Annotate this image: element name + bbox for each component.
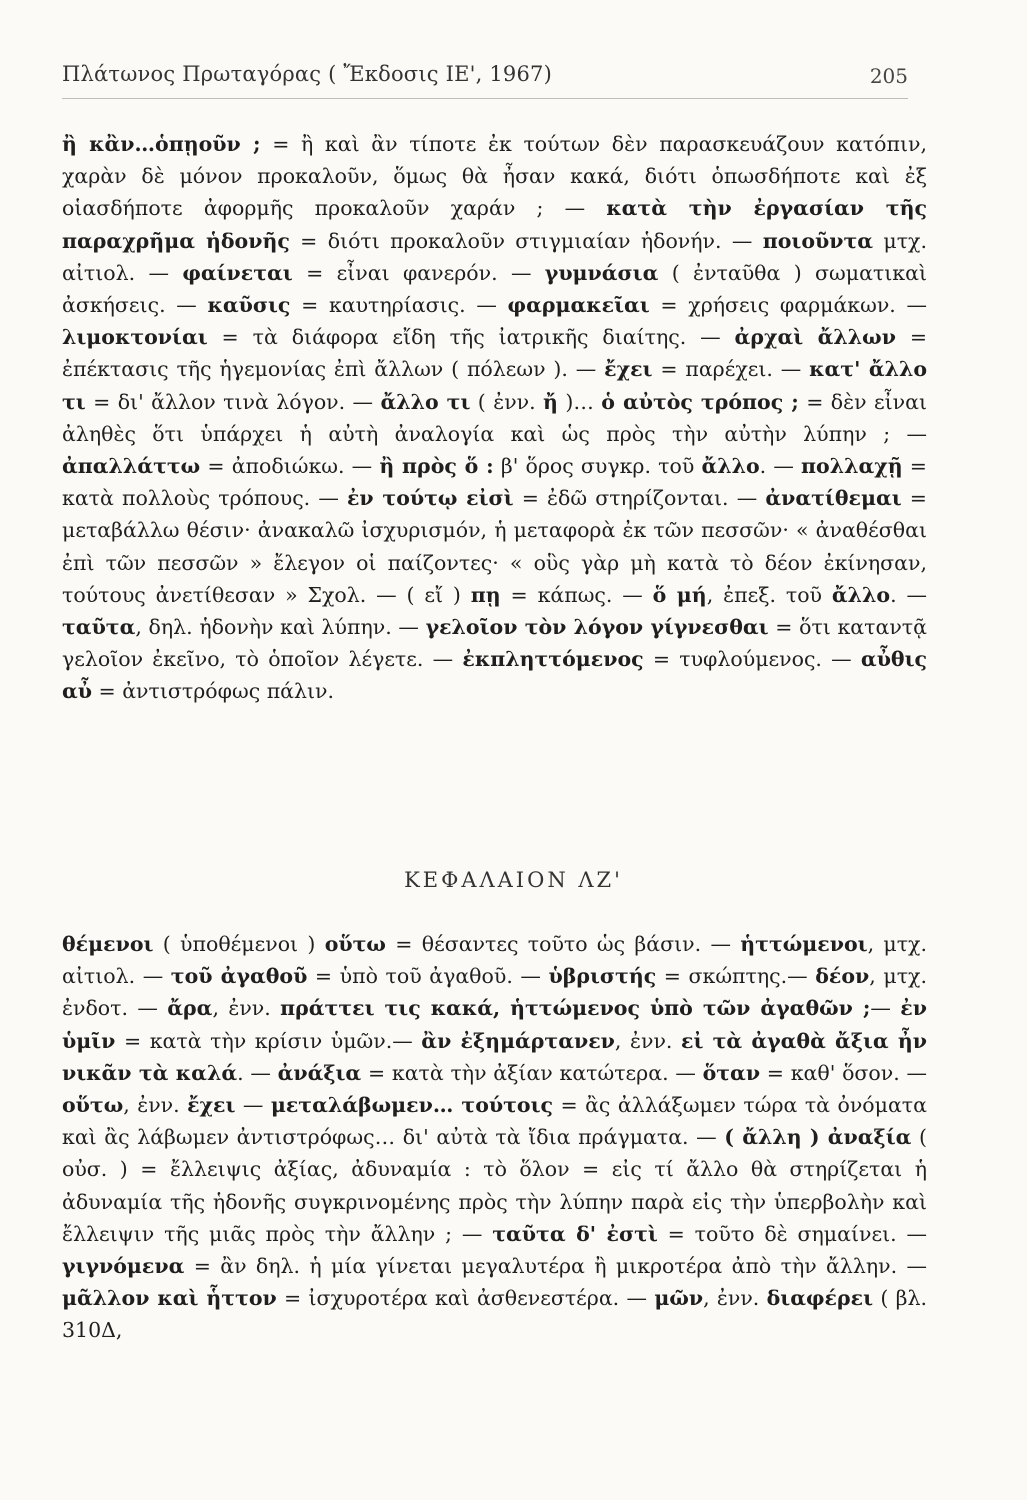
lemma-term: κατὰ τὴν ἐργασίαν τῆς παραχρῆμα ἡδονῆς xyxy=(62,196,927,253)
gloss-text: = τυφλούμενος. — xyxy=(643,647,861,672)
gloss-text: = κατὰ πολλοὺς τρόπους. — xyxy=(62,454,927,511)
lemma-term: οὕτω xyxy=(324,932,386,956)
gloss-text: = παρέχει. — xyxy=(652,357,810,382)
gloss-text: = ἀποδιώκω. — xyxy=(200,454,380,479)
lemma-term: ἢ πρὸς ὅ : xyxy=(379,454,494,479)
gloss-text: = ἂς ἀλλάξωμεν τώρα τὰ ὀνόματα καὶ ἂς λάβωμεν ἀντιστρόφως… δι' αὐτὰ τὰ ἴδια πράγματα. — xyxy=(62,1093,927,1150)
gloss-text: = ἐδῶ στηρίζονται. — xyxy=(513,486,766,511)
gloss-text: = ἀντιστρόφως πάλιν. xyxy=(92,679,335,704)
gloss-text: , ἐνν. xyxy=(123,1093,188,1118)
gloss-text: = διότι προκαλοῦν στιγμιαίαν ἡδονήν. — xyxy=(289,228,763,253)
gloss-text: = εἶναι φανερόν. — xyxy=(292,260,545,285)
lemma-term: ἐκπληττόμενος xyxy=(462,647,644,672)
lemma-term: μεταλάβωμεν… τούτοις xyxy=(270,1093,553,1118)
gloss-text: — xyxy=(870,996,901,1021)
gloss-text: = ἂν δηλ. ἡ μία γίνεται μεγαλυτέρα ἢ μικροτέρα ἀπὸ τὴν ἄλλην. — xyxy=(184,1254,927,1279)
gloss-text: , μτχ. ἐνδοτ. — xyxy=(62,964,927,1021)
gloss-text: ( ἐνταῦθα ) σωματικαὶ ἀσκήσεις. — xyxy=(62,260,927,318)
header-rule xyxy=(62,98,908,99)
lemma-term: τοῦ ἀγαθοῦ xyxy=(170,964,308,989)
gloss-text: , ἐνν. xyxy=(614,1028,681,1053)
lemma-term: μῶν xyxy=(654,1286,704,1311)
gloss-text: = χρήσεις φαρμάκων. — xyxy=(649,293,928,318)
gloss-text: ( ὑποθέμενοι ) xyxy=(153,932,325,956)
gloss-text: = καθ' ὅσον. — xyxy=(760,1060,927,1085)
glossary-paragraph-1 xyxy=(62,128,927,708)
lemma-term: ποιοῦντα xyxy=(762,228,874,253)
lemma-term: ἀνάξια xyxy=(277,1060,362,1085)
gloss-text: )… xyxy=(557,389,602,414)
lemma-term: ὁ αὐτὸς τρόπος ; xyxy=(601,389,799,414)
gloss-text: = κάπως. — xyxy=(500,582,653,607)
gloss-text: , δηλ. ἡδονὴν καὶ λύπην. — xyxy=(135,615,426,640)
gloss-text: ( οὐσ. ) = ἔλλειψις ἀξίας, ἀδυναμία : τὸ ὅλον = εἰς τί ἄλλο θὰ στηρίζεται ἡ ἀδυναμία τῆς ἡδονῆς συγκρινομένης πρὸς τὴν λύπην παρὰ εἰς τὴν ὑπερβολὴν καὶ ἔλλειψιν τῆς μιᾶς πρὸς τὴν ἄλλην ; — xyxy=(62,1125,928,1246)
lemma-term: φαρμακεῖαι xyxy=(507,293,650,318)
lemma-term: ἤ xyxy=(543,389,558,414)
lemma-term: ἡττώμενοι xyxy=(740,932,868,956)
gloss-text: = καυτηρίασις. — xyxy=(290,293,508,318)
gloss-text: = θέσαντες τοῦτο ὡς βάσιν. — xyxy=(385,932,741,956)
gloss-text: = ἐπέκτασις τῆς ἡγεμονίας ἐπὶ ἄλλων ( πόλεων ). — xyxy=(62,325,927,382)
glossary-section-1 xyxy=(62,128,927,708)
gloss-text: β' ὅρος συγκρ. τοῦ xyxy=(493,454,702,479)
lemma-term: δέον xyxy=(815,964,870,989)
gloss-text: = ὑπὸ τοῦ ἀγαθοῦ. — xyxy=(307,964,549,989)
lemma-term: οὕτω xyxy=(62,1093,124,1118)
gloss-text: μτχ. αἰτιολ. — xyxy=(62,228,927,285)
gloss-text: = ἢ καὶ ἂν τίποτε ἐκ τούτων δὲν παρασκευάζουν κατόπιν, χαρὰν δὲ μόνον προκαλοῦν, ὅμως θὰ ἦσαν κακά, διότι ὁπωσδήποτε καὶ ἐξ οἱασδήποτε ἀφορμῆς προκαλοῦν χαράν ; — xyxy=(62,132,927,221)
lemma-term: ἂν ἐξημάρτανεν xyxy=(421,1028,615,1053)
lemma-term: λιμοκτονίαι xyxy=(62,325,208,350)
gloss-text: = δι' ἄλλον τινὰ λόγον. — xyxy=(85,389,381,414)
gloss-text: — xyxy=(235,1093,271,1118)
gloss-text: = σκώπτης.— xyxy=(656,964,816,989)
lemma-term: γυμνάσια xyxy=(544,260,659,285)
lemma-term: αὖθις αὖ xyxy=(62,647,927,704)
gloss-text: = μεταβάλλω θέσιν· ἀνακαλῶ ἰσχυρισμόν, ἡ μεταφορὰ ἐκ τῶν πεσσῶν· « ἀναθέσθαι ἐπὶ τῶν πεσσῶν » ἔλεγον οἱ παίζοντες· « οὓς γὰρ μὴ κατὰ τὸ δέον ἐκίνησαν, τούτους ἀνετίθεσαν » Σχολ. — ( εἴ ) xyxy=(62,486,927,607)
page-header xyxy=(62,62,908,102)
lemma-term: ἄλλο τι xyxy=(380,389,471,414)
lemma-term: πράττει τις κακά, ἡττώμενος ὑπὸ τῶν ἀγαθῶν ; xyxy=(280,996,871,1021)
gloss-text: ( ἐνν. xyxy=(470,389,544,414)
gloss-text: . — xyxy=(237,1060,278,1085)
lemma-term: ἐν ὑμῖν xyxy=(62,996,927,1053)
lemma-term: διαφέρει xyxy=(766,1286,874,1311)
lemma-term: ἀπαλλάττω xyxy=(62,454,201,479)
lemma-term: ( ἄλλη ) ἀναξία xyxy=(724,1125,912,1150)
gloss-text: ( βλ. 310Δ, xyxy=(62,1286,927,1343)
chapter-heading: ΚΕΦΑΛΑΙΟΝ ΛΖ' xyxy=(404,868,623,892)
lemma-term: κατ' ἄλλο τι xyxy=(62,357,928,414)
gloss-text: = τὰ διάφορα εἴδη τῆς ἰατρικῆς διαίτης. — xyxy=(207,325,735,350)
lemma-term: γιγνόμενα xyxy=(62,1254,185,1279)
lemma-term: ταῦτα xyxy=(62,615,136,640)
lemma-term: ὅταν xyxy=(702,1060,761,1085)
lemma-term: ἄλλο xyxy=(831,582,891,607)
lemma-term: ἀρχαὶ ἄλλων xyxy=(734,325,896,350)
lemma-term: ἄρα xyxy=(167,996,213,1021)
lemma-term: ὅ μή xyxy=(652,582,707,607)
lemma-term: πολλαχῇ xyxy=(801,454,903,479)
lemma-term: ταῦτα δ' ἐστὶ xyxy=(492,1221,658,1246)
lemma-term: πῃ xyxy=(470,582,501,607)
lemma-term: ὑβριστής xyxy=(548,964,657,989)
gloss-text: , ἐνν. xyxy=(212,996,281,1021)
glossary-paragraph-2 xyxy=(62,928,927,1347)
lemma-term: εἰ τὰ ἀγαθὰ ἄξια ἦν νικᾶν τὰ καλά xyxy=(62,1028,927,1085)
gloss-text: = κατὰ τὴν ἀξίαν κατώτερα. — xyxy=(361,1060,703,1085)
gloss-text: = κατὰ τὴν κρίσιν ὑμῶν.— xyxy=(115,1028,422,1053)
lemma-term: φαίνεται xyxy=(182,260,293,285)
lemma-term: ἔχει xyxy=(187,1093,236,1118)
gloss-text: . — xyxy=(890,582,927,607)
running-title: Πλάτωνος Πρωταγόρας ( Ἔκδοσις ΙΕ', 1967) xyxy=(62,62,552,86)
gloss-text: = τοῦτο δὲ σημαίνει. — xyxy=(657,1221,927,1246)
gloss-text: = ἰσχυροτέρα καὶ ἀσθενεστέρα. — xyxy=(276,1286,655,1311)
lemma-term: ἔχει xyxy=(604,357,653,382)
page-number: 205 xyxy=(869,64,908,88)
lemma-term: θέμενοι xyxy=(62,932,154,956)
lemma-term: καῦσις xyxy=(207,293,291,318)
lemma-term: γελοῖον τὸν λόγον γίγνεσθαι xyxy=(425,615,769,640)
lemma-term: ἢ κἂν…ὁπῃοῦν ; xyxy=(62,132,261,156)
gloss-text: = ὅτι καταντᾷ γελοῖον ἐκεῖνο, τὸ ὁποῖον λέγετε. — xyxy=(62,615,927,672)
lemma-term: ἄλλο xyxy=(701,454,760,479)
glossary-section-2 xyxy=(62,928,927,1347)
gloss-text: , ἐπεξ. τοῦ xyxy=(706,582,832,607)
lemma-term: ἀνατίθεμαι xyxy=(765,486,902,511)
gloss-text: , ἐνν. xyxy=(703,1286,767,1311)
gloss-text: . — xyxy=(759,454,802,479)
lemma-term: ἐν τούτῳ εἰσὶ xyxy=(346,486,514,511)
lemma-term: μᾶλλον καὶ ἧττον xyxy=(62,1286,277,1311)
gloss-text: , μτχ. αἰτιολ. — xyxy=(62,932,927,989)
gloss-text: = δὲν εἶναι ἀληθὲς ὅτι ὑπάρχει ἡ αὐτὴ ἀναλογία καὶ ὡς πρὸς τὴν αὐτὴν λύπην ; — xyxy=(62,389,927,446)
